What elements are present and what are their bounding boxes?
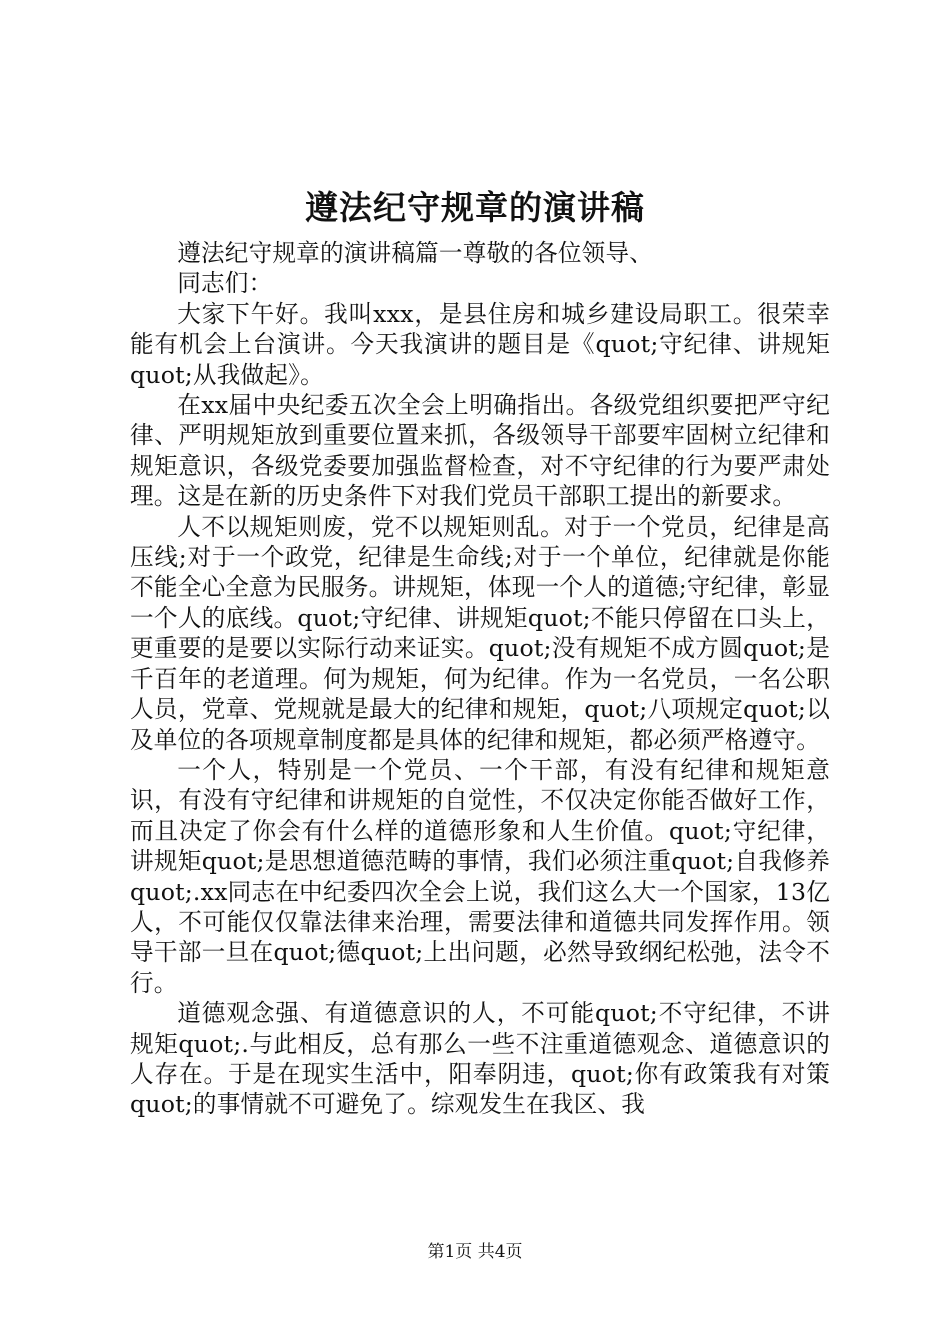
paragraph-7: 道德观念强、有道德意识的人，不可能quot;不守纪律，不讲规矩quot;.与此相反，总有那么一些不注重道德观念、道德意识的人存在。于是在现实生活中，阳奉阴违，quot;你有政策我有对策quot;的事情就不可避免了。综观发生在我区、我	[130, 999, 830, 1119]
document-body	[130, 238, 830, 1120]
paragraph-1: 遵法纪守规章的演讲稿篇一尊敬的各位领导、	[177, 239, 654, 267]
paragraph-4: 在xx届中央纪委五次全会上明确指出。各级党组织要把严守纪律、严明规矩放到重要位置来抓，各级领导干部要牢固树立纪律和规矩意识，各级党委要加强监督检查，对不守纪律的行为要严肃处理。这是在新的历史条件下对我们党员干部职工提出的新要求。	[130, 391, 830, 511]
paragraph-3: 大家下午好。我叫xxx，是县住房和城乡建设局职工。很荣幸能有机会上台演讲。今天我演讲的题目是《quot;守纪律、讲规矩quot;从我做起》。	[130, 299, 830, 389]
page-footer: 第1页 共4页	[427, 1242, 523, 1262]
paragraph-2: 同志们：	[177, 269, 273, 298]
page-title: 遵法纪守规章的演讲稿	[305, 188, 645, 227]
paragraph-6: 一个人，特别是一个党员、一个干部，有没有纪律和规矩意识，有没有守纪律和讲规矩的自觉性，不仅决定你能否做好工作，而且决定了你会有什么样的道德形象和人生价值。quot;守纪律，讲规矩quot;是思想道德范畴的事情，我们必须注重quot;自我修养quot;.xx同志在中纪委四次全会上说，我们这么大一个国家，13亿人，不可能仅仅靠法律来治理，需要法律和道德共同发挥作用。领导干部一旦在quot;德quot;上出问题，必然导致纲纪松弛，法令不行。	[130, 755, 830, 997]
paragraph-5: 人不以规矩则废，党不以规矩则乱。对于一个党员，纪律是高压线;对于一个政党，纪律是生命线;对于一个单位，纪律就是你能不能全心全意为民服务。讲规矩，体现一个人的道德;守纪律，彰显一个人的底线。quot;守纪律、讲规矩quot;不能只停留在口头上，更重要的是要以实际行动来证实。quot;没有规矩不成方圆quot;是千百年的老道理。何为规矩，何为纪律。作为一名党员，一名公职人员，党章、党规就是最大的纪律和规矩，quot;八项规定quot;以及单位的各项规章制度都是具体的纪律和规矩，都必须严格遵守。	[130, 512, 830, 754]
